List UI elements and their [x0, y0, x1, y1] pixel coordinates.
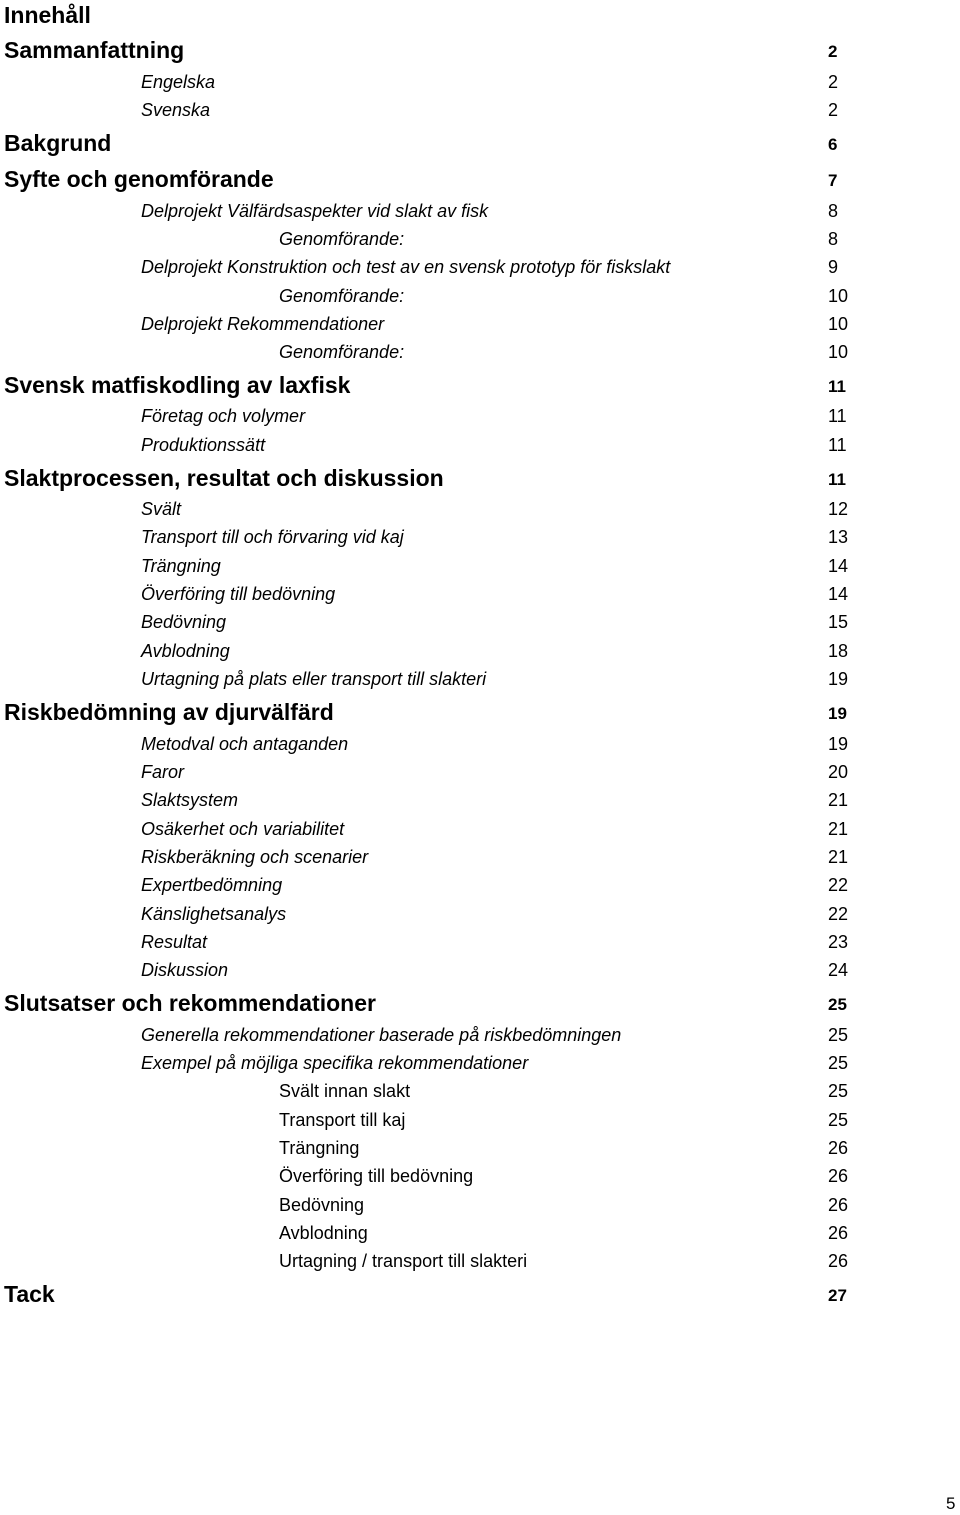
toc-entry-trangning[interactable] — [0, 552, 960, 580]
toc-entry-title: Svenska — [141, 100, 211, 120]
toc-entry-svalt[interactable] — [0, 495, 960, 523]
toc-entry-genomforande[interactable] — [0, 338, 960, 366]
toc-entry-title: Produktionssätt — [141, 435, 266, 455]
toc-entry-title: Svält — [141, 499, 182, 519]
toc-entry-page: 26 — [828, 1223, 849, 1243]
toc-entry-title: Urtagning / transport till slakteri — [279, 1251, 528, 1271]
toc-entry-page: 25 — [828, 1025, 849, 1045]
toc-entry-title: Överföring till bedövning — [279, 1166, 474, 1186]
toc-heading: Innehåll — [4, 2, 91, 28]
toc-entry-page: 21 — [828, 819, 849, 839]
toc-entry-produktionssatt[interactable] — [0, 431, 960, 459]
toc-entry-title: Genomförande: — [279, 286, 405, 306]
toc-entry-page: 19 — [828, 734, 849, 754]
toc-entry-page: 9 — [828, 257, 839, 277]
toc-entry-title: Slutsatser och rekommendationer — [4, 990, 376, 1016]
toc-entry-bedovning[interactable] — [0, 608, 960, 636]
toc-entry-page: 2 — [828, 42, 838, 61]
toc-entry-genomforande[interactable] — [0, 225, 960, 253]
toc-entry-title: Bakgrund — [4, 130, 112, 156]
toc-entry-page: 26 — [828, 1166, 849, 1186]
toc-entry-bedovning-rek[interactable] — [0, 1191, 960, 1219]
toc-entry-avblodning[interactable] — [0, 637, 960, 665]
toc-entry-foretag[interactable] — [0, 402, 960, 430]
toc-entry-sammanfattning[interactable] — [0, 32, 960, 68]
toc-entry-page: 6 — [828, 135, 838, 154]
toc-entry-title: Riskberäkning och scenarier — [141, 847, 369, 867]
toc-entry-delprojekt-rekommendationer[interactable] — [0, 310, 960, 338]
toc-entry-page: 25 — [828, 995, 847, 1014]
toc-entry-page: 18 — [828, 641, 849, 661]
toc-entry-overforing-rek[interactable] — [0, 1162, 960, 1190]
toc-entry-title: Slaktprocessen, resultat och diskussion — [4, 465, 444, 491]
toc-entry-page: 26 — [828, 1195, 849, 1215]
toc-entry-urtagning-rek[interactable] — [0, 1247, 960, 1275]
toc-entry-overforing[interactable] — [0, 580, 960, 608]
toc-entry-page: 25 — [828, 1081, 849, 1101]
toc-entry-page: 10 — [828, 314, 849, 334]
toc-entry-avblodning-rek[interactable] — [0, 1219, 960, 1247]
toc-entry-page: 22 — [828, 904, 849, 924]
toc-entry-title: Delprojekt Konstruktion och test av en svensk prototyp för fiskslakt — [141, 257, 671, 277]
toc-entry-expertbedomning[interactable] — [0, 871, 960, 899]
toc-entry-title: Syfte och genomförande — [4, 166, 274, 192]
toc-entry-title: Delprojekt Rekommendationer — [141, 314, 385, 334]
toc-entry-faror[interactable] — [0, 758, 960, 786]
toc-entry-page: 19 — [828, 704, 847, 723]
toc-entry-diskussion[interactable] — [0, 956, 960, 984]
toc-entry-title: Trängning — [141, 556, 221, 576]
toc-entry-slutsatser[interactable] — [0, 985, 960, 1021]
toc-entry-page: 15 — [828, 612, 849, 632]
toc-entry-title: Riskbedömning av djurvälfärd — [4, 699, 334, 725]
toc-entry-page: 13 — [828, 527, 849, 547]
toc-entry-kanslighetsanalys[interactable] — [0, 900, 960, 928]
toc-entry-title: Slaktsystem — [141, 790, 239, 810]
toc-entry-page: 25 — [828, 1053, 849, 1073]
toc-entry-title: Diskussion — [141, 960, 229, 980]
toc-entry-riskbedomning[interactable] — [0, 694, 960, 730]
toc-entry-title: Företag och volymer — [141, 406, 306, 426]
toc-entry-page: 21 — [828, 847, 849, 867]
toc-entry-tack[interactable] — [0, 1276, 960, 1312]
toc-entry-title: Genomförande: — [279, 229, 405, 249]
toc-entry-transport-till-kaj[interactable] — [0, 1106, 960, 1134]
toc-entry-title: Svensk matfiskodling av laxfisk — [4, 372, 351, 398]
toc-entry-svenska[interactable] — [0, 96, 960, 124]
toc-entry-page: 2 — [828, 72, 839, 92]
toc-entry-delprojekt-valfard[interactable] — [0, 197, 960, 225]
toc-entry-page: 10 — [828, 286, 849, 306]
toc-entry-page: 14 — [828, 556, 849, 576]
toc-entry-title: Bedövning — [141, 612, 227, 632]
toc-entry-page: 12 — [828, 499, 849, 519]
toc-entry-delprojekt-konstruktion[interactable] — [0, 253, 960, 281]
page-number: 5 — [946, 1494, 956, 1513]
toc-entry-title: Avblodning — [141, 641, 230, 661]
toc-entry-page: 11 — [828, 377, 846, 396]
toc-entry-page: 24 — [828, 960, 849, 980]
toc-entry-page: 7 — [828, 171, 838, 190]
toc-entry-page: 27 — [828, 1286, 847, 1305]
toc-entry-title: Expertbedömning — [141, 875, 283, 895]
toc-entry-title: Osäkerhet och variabilitet — [141, 819, 345, 839]
toc-entry-page: 11 — [828, 470, 846, 489]
toc-entry-title: Resultat — [141, 932, 208, 952]
toc-entry-page: 11 — [828, 406, 847, 426]
toc-entry-engelska[interactable] — [0, 68, 960, 96]
toc-entry-exempel[interactable] — [0, 1049, 960, 1077]
toc-entry-title: Trängning — [279, 1138, 360, 1158]
toc-entry-title: Bedövning — [279, 1195, 365, 1215]
toc-entry-title: Exempel på möjliga specifika rekommendationer — [141, 1053, 529, 1073]
toc-entry-page: 8 — [828, 201, 839, 221]
toc-entry-title: Tack — [4, 1281, 55, 1307]
toc-entry-resultat[interactable] — [0, 928, 960, 956]
toc-entry-slaktprocessen[interactable] — [0, 460, 960, 496]
toc-entry-trangning-rek[interactable] — [0, 1134, 960, 1162]
toc-entry-title: Känslighetsanalys — [141, 904, 287, 924]
toc-entry-title: Avblodning — [279, 1223, 368, 1243]
toc-entry-title: Urtagning på plats eller transport till slakteri — [141, 669, 487, 689]
toc-entry-bakgrund[interactable] — [0, 125, 960, 161]
toc-entry-page: 26 — [828, 1138, 849, 1158]
toc-entry-title: Delprojekt Välfärdsaspekter vid slakt av fisk — [141, 201, 489, 221]
toc-entry-title: Engelska — [141, 72, 216, 92]
toc-entry-page: 19 — [828, 669, 849, 689]
toc-entry-title: Sammanfattning — [4, 37, 185, 63]
toc-entry-svalt-innan-slakt[interactable] — [0, 1077, 960, 1105]
toc-entry-osakerhet[interactable] — [0, 815, 960, 843]
toc-entry-riskberakning[interactable] — [0, 843, 960, 871]
toc-entry-page: 10 — [828, 342, 849, 362]
toc-entry-genomforande[interactable] — [0, 282, 960, 310]
toc-entry-page: 21 — [828, 790, 849, 810]
toc-entry-metodval[interactable] — [0, 730, 960, 758]
toc-entry-slaktsystem[interactable] — [0, 786, 960, 814]
toc-entry-page: 22 — [828, 875, 849, 895]
toc-entry-page: 20 — [828, 762, 849, 782]
toc-entry-title: Överföring till bedövning — [141, 584, 336, 604]
toc-entry-title: Svält innan slakt — [279, 1081, 411, 1101]
toc-entry-title: Metodval och antaganden — [141, 734, 349, 754]
toc-entry-syfte[interactable] — [0, 161, 960, 197]
toc-entry-page: 11 — [828, 435, 847, 455]
toc-entry-title: Transport till kaj — [279, 1110, 406, 1130]
toc-entry-page: 8 — [828, 229, 839, 249]
toc-entry-title: Transport till och förvaring vid kaj — [141, 527, 404, 547]
toc-entry-svensk-matfiskodling[interactable] — [0, 367, 960, 403]
toc-entry-title: Genomförande: — [279, 342, 405, 362]
toc-entry-page: 25 — [828, 1110, 849, 1130]
toc-entry-page: 23 — [828, 932, 849, 952]
toc-entry-title: Generella rekommendationer baserade på riskbedömningen — [141, 1025, 622, 1045]
toc-entry-generella[interactable] — [0, 1021, 960, 1049]
toc-entry-page: 14 — [828, 584, 849, 604]
toc-entry-page: 2 — [828, 100, 839, 120]
toc-entry-transport[interactable] — [0, 523, 960, 551]
toc-entry-urtagning[interactable] — [0, 665, 960, 693]
toc-entry-page: 26 — [828, 1251, 849, 1271]
toc-entry-title: Faror — [141, 762, 185, 782]
